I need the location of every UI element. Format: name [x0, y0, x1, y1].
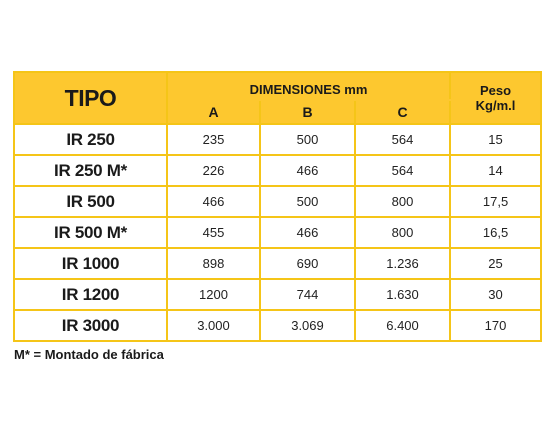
cell-tipo: IR 3000 [14, 310, 167, 341]
table-row [14, 248, 541, 279]
cell-tipo: IR 1200 [14, 279, 167, 310]
cell-c: 1.630 [355, 279, 450, 310]
cell-c: 800 [355, 186, 450, 217]
header-b: B [260, 100, 355, 124]
cell-b: 500 [260, 124, 355, 155]
table-row [14, 124, 541, 155]
footnote: M* = Montado de fábrica [14, 347, 164, 362]
cell-a: 898 [167, 248, 260, 279]
header-a: A [167, 100, 260, 124]
cell-peso: 15 [450, 124, 541, 155]
cell-peso: 30 [450, 279, 541, 310]
table-row [14, 310, 541, 341]
header-dimensions: DIMENSIONES mm [167, 72, 450, 100]
cell-c: 6.400 [355, 310, 450, 341]
cell-tipo: IR 250 M* [14, 155, 167, 186]
table-row [14, 186, 541, 217]
cell-b: 466 [260, 155, 355, 186]
cell-peso: 25 [450, 248, 541, 279]
header-peso-unit: Kg/m.l [475, 98, 516, 113]
table-row [14, 155, 541, 186]
cell-peso: 14 [450, 155, 541, 186]
cell-c: 564 [355, 124, 450, 155]
cell-a: 455 [167, 217, 260, 248]
cell-tipo: IR 500 M* [14, 217, 167, 248]
cell-b: 466 [260, 217, 355, 248]
table-row [14, 217, 541, 248]
cell-a: 1200 [167, 279, 260, 310]
cell-peso: 16,5 [450, 217, 541, 248]
header-peso [450, 72, 541, 124]
cell-a: 3.000 [167, 310, 260, 341]
cell-c: 564 [355, 155, 450, 186]
cell-peso: 17,5 [450, 186, 541, 217]
cell-b: 3.069 [260, 310, 355, 341]
cell-tipo: IR 250 [14, 124, 167, 155]
cell-b: 744 [260, 279, 355, 310]
cell-b: 500 [260, 186, 355, 217]
table-body [14, 124, 541, 341]
cell-c: 1.236 [355, 248, 450, 279]
cell-a: 226 [167, 155, 260, 186]
cell-tipo: IR 1000 [14, 248, 167, 279]
cell-a: 235 [167, 124, 260, 155]
cell-b: 690 [260, 248, 355, 279]
header-peso-label: Peso [479, 83, 512, 98]
cell-c: 800 [355, 217, 450, 248]
table-header [14, 72, 541, 124]
table-row [14, 279, 541, 310]
cell-peso: 170 [450, 310, 541, 341]
header-tipo: TIPO [14, 72, 167, 124]
cell-a: 466 [167, 186, 260, 217]
dimensions-table [13, 71, 542, 342]
cell-tipo: IR 500 [14, 186, 167, 217]
header-c: C [355, 100, 450, 124]
